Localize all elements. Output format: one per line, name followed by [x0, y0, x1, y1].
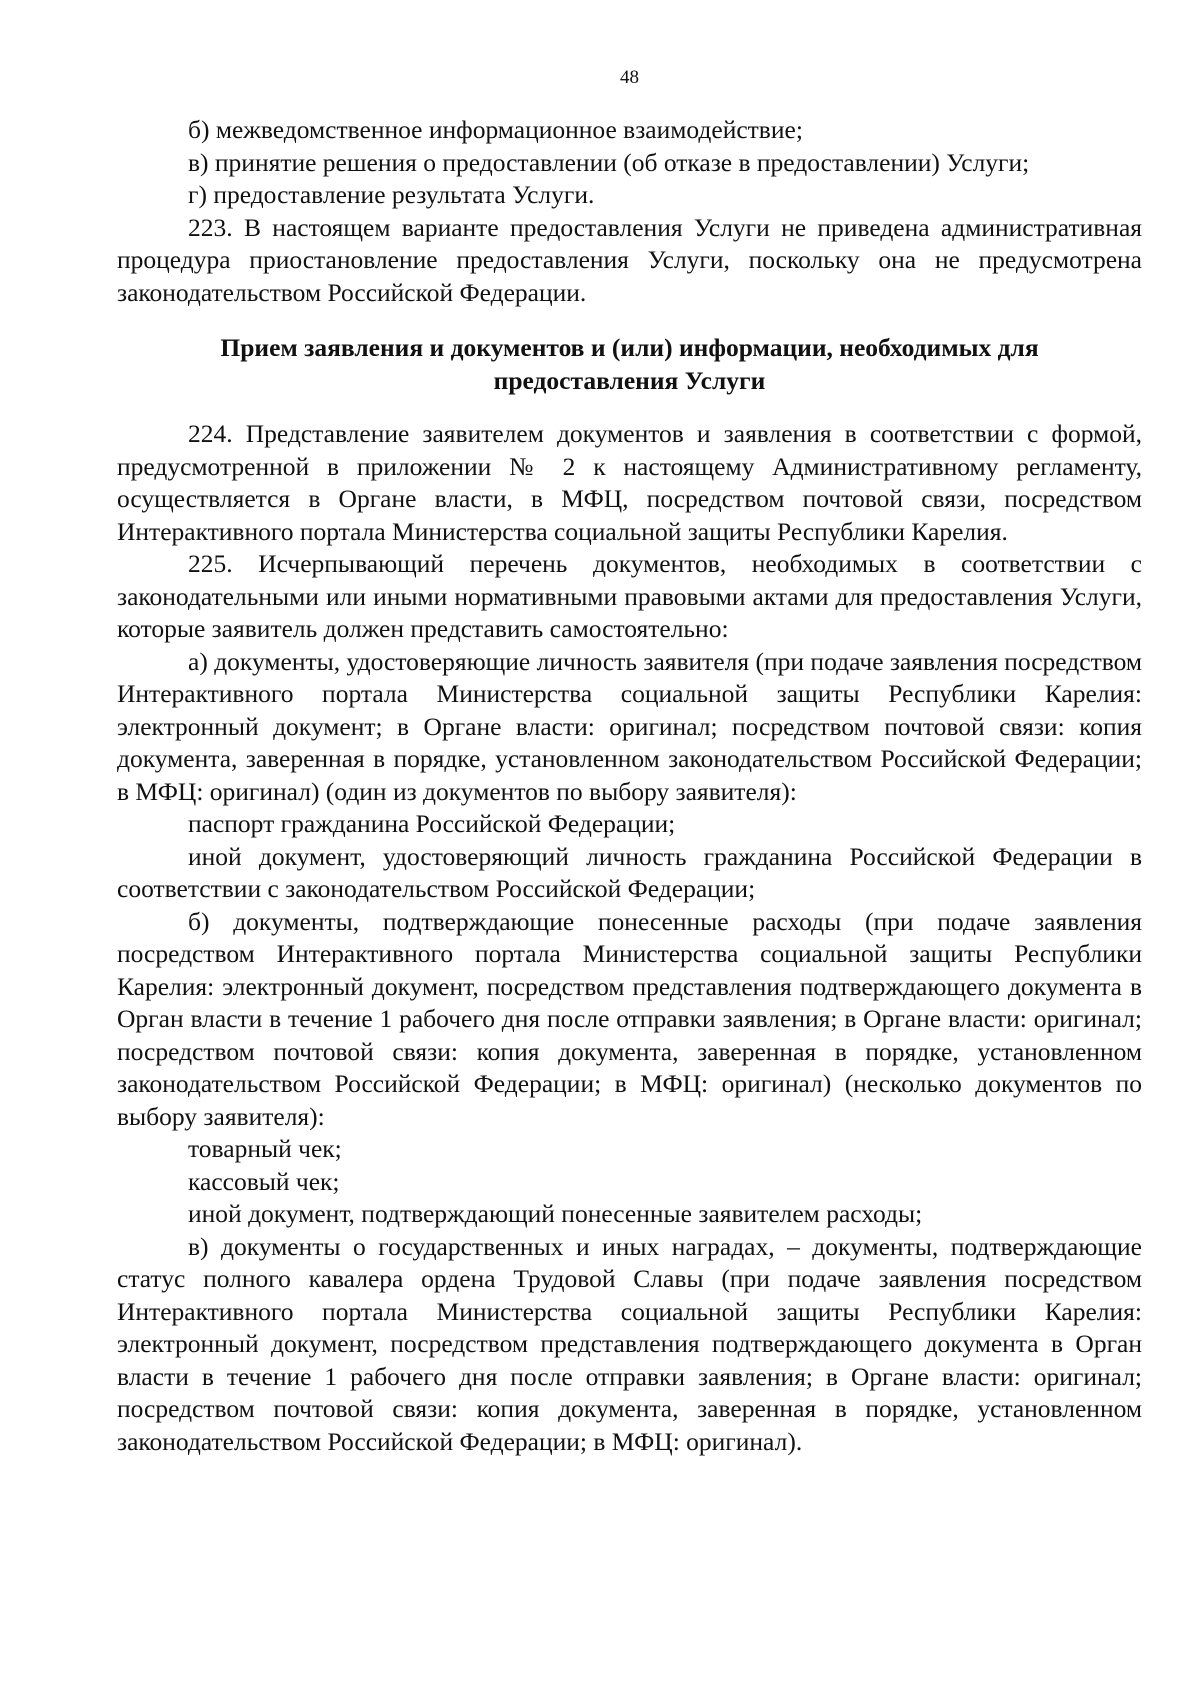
item-b-interagency: б) межведомственное информационное взаимодействие;: [188, 115, 803, 144]
subitem-b-expense-docs: б) документы, подтверждающие понесенные расходы (при подаче заявления посредством Интерактивного портала Министерства социальной защиты Республики Карелия: электронный документ, посредством представления подтверждающего документа в Орган власти в течение 1 рабочего дня после отправки заявления; в Органе власти: оригинал; посредством почтовой связи: копия документа, заверенная в порядке, установленном законодательством Российской Федерации; в МФЦ: оригинал) (несколько документов по выбору заявителя):: [117, 906, 1142, 1131]
section-heading-line-1: Прием заявления и документов и (или) информации, необходимых для: [220, 333, 1039, 362]
list-item-passport: паспорт гражданина Российской Федерации;: [188, 809, 676, 838]
document-page: [117, 66, 1142, 1458]
page-number: 48: [620, 67, 639, 88]
paragraph-223: 223. В настоящем варианте предоставления Услуги не приведена административная процедура приостановление предоставления Услуги, поскольку она не предусмотрена законодательством Российской Федерации.: [117, 212, 1142, 307]
list-item-other-identity-doc: иной документ, удостоверяющий личность гражданина Российской Федерации в соответствии с законодательством Российской Федерации;: [117, 841, 1142, 903]
list-item-other-expense-doc: иной документ, подтверждающий понесенные заявителем расходы;: [188, 1199, 923, 1228]
paragraph-224: 224. Представление заявителем документов и заявления в соответствии с формой, предусмотренной в приложении № 2 к настоящему Административному регламенту, осуществляется в Органе власти, в МФЦ, посредством почтовой связи, посредством Интерактивного портала Министерства социальной защиты Республики Карелия.: [117, 419, 1142, 546]
section-heading: [117, 332, 1142, 397]
list-item-sales-receipt: товарный чек;: [188, 1134, 342, 1163]
subitem-v-award-docs: в) документы о государственных и иных наградах, – документы, подтверждающие статус полного кавалера ордена Трудовой Славы (при подаче заявления посредством Интерактивного портала Министерства социальной защиты Республики Карелия: электронный документ, посредством представления подтверждающего документа в Орган власти в течение 1 рабочего дня после отправки заявления; в Органе власти: оригинал; посредством почтовой связи: копия документа, заверенная в порядке, установленном законодательством Российской Федерации; в МФЦ: оригинал).: [117, 1231, 1142, 1456]
item-v-decision: в) принятие решения о предоставлении (об отказе в предоставлении) Услуги;: [188, 147, 1030, 177]
paragraph-225: 225. Исчерпывающий перечень документов, необходимых в соответствии с законодательными или иными нормативными правовыми актами для предоставления Услуги, которые заявитель должен представить самостоятельно:: [117, 549, 1142, 643]
list-item-cash-receipt: кассовый чек;: [188, 1166, 340, 1196]
section-heading-line-2: предоставления Услуги: [493, 365, 766, 395]
subitem-a-identity-docs: а) документы, удостоверяющие личность заявителя (при подаче заявления посредством Интерактивного портала Министерства социальной защиты Республики Карелия: электронный документ; в Органе власти: оригинал; посредством почтовой связи: копия документа, заверенная в порядке, установленном законодательством Российской Федерации; в МФЦ: оригинал) (один из документов по выбору заявителя):: [117, 646, 1142, 806]
item-g-result: г) предоставление результата Услуги.: [188, 180, 595, 209]
